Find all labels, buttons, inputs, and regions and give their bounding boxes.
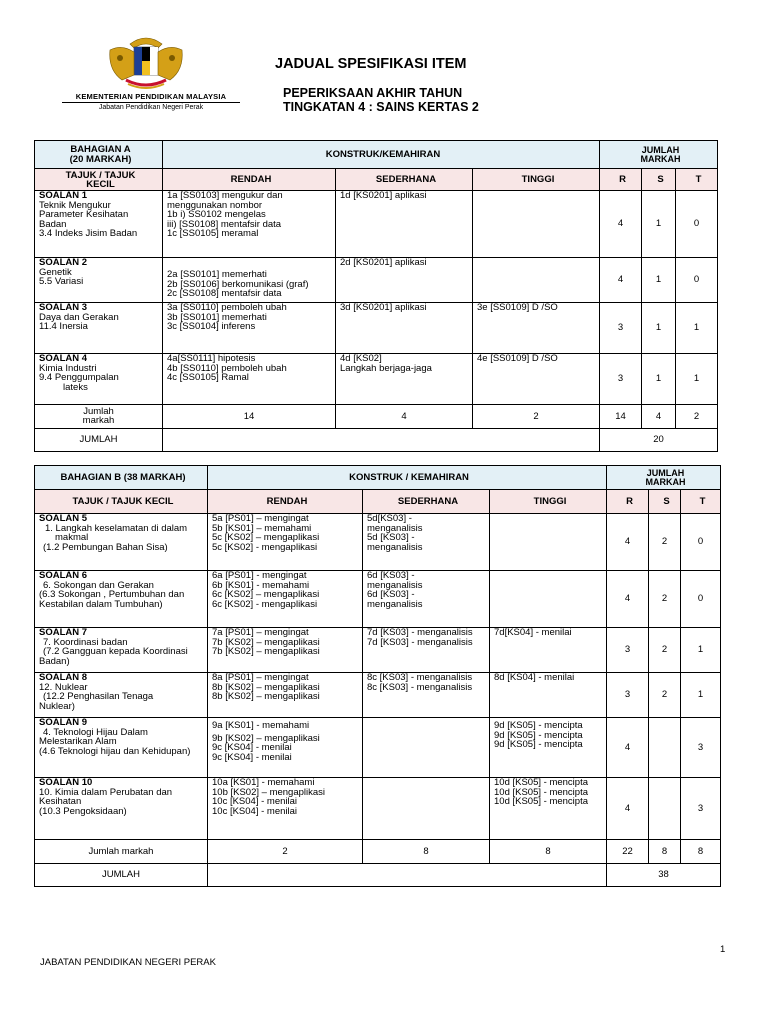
tinggi-cell <box>473 258 600 303</box>
r-value: 4 <box>607 778 649 840</box>
col-tinggi-header: TINGGI <box>490 490 607 514</box>
rendah-cell: 10a [KS01] - memahami 10b [KS02] – mengaplikasi 10c [KS04] - menilai 10c [KS04] - menilai <box>208 778 363 840</box>
col-s-header: S <box>642 169 676 191</box>
r-value: 4 <box>607 571 649 628</box>
footer-department: JABATAN PENDIDIKAN NEGERI PERAK <box>40 957 216 968</box>
rendah-total: 14 <box>163 405 336 429</box>
tinggi-cell <box>490 514 607 571</box>
col-t-header: T <box>681 490 721 514</box>
rendah-cell: 9a [KS01] - memahami 9b [KS02] – mengaplikasi 9c [KS04] - menilai 9c [KS04] - menilai <box>208 718 363 778</box>
table-row <box>35 258 718 303</box>
topic-cell: SOALAN 2 Genetik 5.5 Variasi <box>35 258 163 303</box>
jumlah-label: JUMLAH <box>35 864 208 887</box>
jumlah-markah-header: JUMLAH MARKAH <box>607 466 721 490</box>
r-value: 3 <box>607 628 649 673</box>
s-total: 8 <box>649 840 681 864</box>
sederhana-cell: 1d [KS0201] aplikasi <box>336 191 473 258</box>
table-row <box>35 571 721 628</box>
divider <box>62 102 240 103</box>
t-value: 1 <box>681 628 721 673</box>
s-value: 2 <box>649 571 681 628</box>
r-value: 3 <box>607 673 649 718</box>
topic-cell: SOALAN 9 4. Teknologi Hijau Dalam Melestarikan Alam (4.6 Teknologi hijau dan Kehidupan) <box>35 718 208 778</box>
t-value: 1 <box>676 354 718 405</box>
jumlah-markah-row <box>35 840 721 864</box>
ministry-name: KEMENTERIAN PENDIDIKAN MALAYSIA <box>75 92 227 101</box>
table-bahagian-a <box>34 140 718 452</box>
s-value: 2 <box>649 628 681 673</box>
tinggi-total: 8 <box>490 840 607 864</box>
table-row <box>35 673 721 718</box>
col-s-header: S <box>649 490 681 514</box>
rendah-cell: 8a [PS01] – mengingat 8b [KS02] – mengaplikasi 8b [KS02] – mengaplikasi <box>208 673 363 718</box>
sederhana-total: 8 <box>363 840 490 864</box>
tinggi-cell: 10d [KS05] - mencipta 10d [KS05] - mencipta 10d [KS05] - mencipta <box>490 778 607 840</box>
col-r-header: R <box>600 169 642 191</box>
topic-cell: SOALAN 8 12. Nuklear (12.2 Penghasilan Tenaga Nuklear) <box>35 673 208 718</box>
konstruk-header: KONSTRUK/KEMAHIRAN <box>163 141 600 169</box>
table-row <box>35 628 721 673</box>
col-rendah-header: RENDAH <box>208 490 363 514</box>
sederhana-total: 4 <box>336 405 473 429</box>
col-r-header: R <box>607 490 649 514</box>
rendah-cell: 5a [PS01] – mengingat 5b [KS01] – memahami 5c [KS02] – mengaplikasi 5c [KS02] - mengaplikasi <box>208 514 363 571</box>
s-value: 1 <box>642 354 676 405</box>
empty-cell <box>208 864 607 887</box>
t-total: 8 <box>681 840 721 864</box>
rendah-cell: 4a[SS0111] hipotesis 4b [SS0110] pemboleh ubah 4c [SS0105] Ramal <box>163 354 336 405</box>
t-value: 1 <box>681 673 721 718</box>
t-value: 1 <box>676 303 718 354</box>
table-row <box>35 303 718 354</box>
topic-cell: SOALAN 7 7. Koordinasi badan (7.2 Gangguan kepada Koordinasi Badan) <box>35 628 208 673</box>
rendah-cell: 1a [SS0103] mengukur dan menggunakan nombor 1b i) SS0102 mengelas iii) [SS0108] mentafsir data 1c [SS0105] meramal <box>163 191 336 258</box>
section-label: BAHAGIAN B (38 MARKAH) <box>35 466 208 490</box>
topic-cell: SOALAN 1 Teknik Mengukur Parameter Kesihatan Badan 3.4 Indeks Jisim Badan <box>35 191 163 258</box>
sederhana-cell: 7d [KS03] - menganalisis 7d [KS03] - menganalisis <box>363 628 490 673</box>
s-value <box>649 718 681 778</box>
rendah-cell: 3a [SS0110] pemboleh ubah 3b [SS0101] memerhati 3c [SS0104] inferens <box>163 303 336 354</box>
sederhana-cell: 3d [KS0201] aplikasi <box>336 303 473 354</box>
tinggi-cell: 9d [KS05] - mencipta 9d [KS05] - mencipta 9d [KS05] - mencipta <box>490 718 607 778</box>
t-value: 3 <box>681 718 721 778</box>
t-value: 0 <box>681 514 721 571</box>
s-value: 2 <box>649 673 681 718</box>
jumlah-markah-label: Jumlah markah <box>35 405 163 429</box>
topic-cell: SOALAN 10 10. Kimia dalam Perubatan dan Kesihatan (10.3 Pengoksidaan) <box>35 778 208 840</box>
konstruk-header: KONSTRUK / KEMAHIRAN <box>208 466 607 490</box>
r-value: 3 <box>600 354 642 405</box>
rendah-cell: 2a [SS0101] memerhati 2b [SS0106] berkomunikasi (graf) 2c [SS0108] mentafsir data <box>163 258 336 303</box>
sederhana-cell: 5d[KS03] - menganalisis 5d [KS03] - menganalisis <box>363 514 490 571</box>
r-value: 4 <box>607 514 649 571</box>
table-row <box>35 354 718 405</box>
rendah-total: 2 <box>208 840 363 864</box>
r-value: 3 <box>600 303 642 354</box>
sederhana-cell: 8c [KS03] - menganalisis 8c [KS03] - menganalisis <box>363 673 490 718</box>
topic-cell: SOALAN 4 Kimia Industri 9.4 Penggumpalan lateks <box>35 354 163 405</box>
empty-cell <box>163 429 600 452</box>
table-row <box>35 191 718 258</box>
coat-of-arms-logo <box>100 30 192 92</box>
jumlah-markah-header: JUMLAH MARKAH <box>600 141 718 169</box>
tinggi-cell <box>473 191 600 258</box>
topic-cell: SOALAN 5 1. Langkah keselamatan di dalam makmal (1.2 Pembungan Bahan Sisa) <box>35 514 208 571</box>
col-t-header: T <box>676 169 718 191</box>
table-row <box>35 718 721 778</box>
col-rendah-header: RENDAH <box>163 169 336 191</box>
jumlah-label: JUMLAH <box>35 429 163 452</box>
sederhana-cell <box>363 778 490 840</box>
department-name: Jabatan Pendidikan Negeri Perak <box>98 104 204 111</box>
r-value: 4 <box>600 191 642 258</box>
col-topic-header: TAJUK / TAJUK KECIL <box>35 490 208 514</box>
t-value: 0 <box>676 191 718 258</box>
tinggi-cell: 4e [SS0109] D /SO <box>473 354 600 405</box>
exam-title: PEPERIKSAAN AKHIR TAHUN <box>283 86 463 100</box>
tinggi-cell: 7d[KS04] - menilai <box>490 628 607 673</box>
t-value: 0 <box>676 258 718 303</box>
r-value: 4 <box>600 258 642 303</box>
s-total: 4 <box>642 405 676 429</box>
r-total: 14 <box>600 405 642 429</box>
table-row <box>35 778 721 840</box>
t-value: 0 <box>681 571 721 628</box>
exam-subtitle: TINGKATAN 4 : SAINS KERTAS 2 <box>283 100 479 114</box>
r-total: 22 <box>607 840 649 864</box>
sederhana-cell: 4d [KS02] Langkah berjaga-jaga <box>336 354 473 405</box>
rendah-cell: 6a [PS01] - mengingat 6b [KS01] - memahami 6c [KS02] – mengaplikasi 6c [KS02] - mengaplikasi <box>208 571 363 628</box>
topic-cell: SOALAN 6 6. Sokongan dan Gerakan (6.3 Sokongan , Pertumbuhan dan Kestabilan dalam Tumbuhan) <box>35 571 208 628</box>
col-sederhana-header: SEDERHANA <box>363 490 490 514</box>
col-sederhana-header: SEDERHANA <box>336 169 473 191</box>
table-row <box>35 514 721 571</box>
jumlah-markah-label: Jumlah markah <box>35 840 208 864</box>
s-value: 1 <box>642 303 676 354</box>
topic-cell: SOALAN 3 Daya dan Gerakan 11.4 Inersia <box>35 303 163 354</box>
r-value: 4 <box>607 718 649 778</box>
s-value: 2 <box>649 514 681 571</box>
tinggi-total: 2 <box>473 405 600 429</box>
jumlah-markah-row <box>35 405 718 429</box>
sederhana-cell <box>363 718 490 778</box>
col-topic-header: TAJUK / TAJUK KECIL <box>35 169 163 191</box>
section-label: BAHAGIAN A (20 MARKAH) <box>35 141 163 169</box>
page-title: JADUAL SPESIFIKASI ITEM <box>275 56 467 72</box>
grand-total: 38 <box>607 864 721 887</box>
sederhana-cell: 6d [KS03] - menganalisis 6d [KS03] - menganalisis <box>363 571 490 628</box>
s-value: 1 <box>642 258 676 303</box>
rendah-cell: 7a [PS01] – mengingat 7b [KS02] – mengaplikasi 7b [KS02] – mengaplikasi <box>208 628 363 673</box>
t-value: 3 <box>681 778 721 840</box>
s-value <box>649 778 681 840</box>
col-tinggi-header: TINGGI <box>473 169 600 191</box>
jumlah-row <box>35 429 718 452</box>
tinggi-cell <box>490 571 607 628</box>
tinggi-cell: 8d [KS04] - menilai <box>490 673 607 718</box>
s-value: 1 <box>642 191 676 258</box>
table-bahagian-b <box>34 465 721 887</box>
tinggi-cell: 3e [SS0109] D /SO <box>473 303 600 354</box>
grand-total: 20 <box>600 429 718 452</box>
page-number: 1 <box>720 944 726 955</box>
sederhana-cell: 2d [KS0201] aplikasi <box>336 258 473 303</box>
t-total: 2 <box>676 405 718 429</box>
jumlah-row <box>35 864 721 887</box>
